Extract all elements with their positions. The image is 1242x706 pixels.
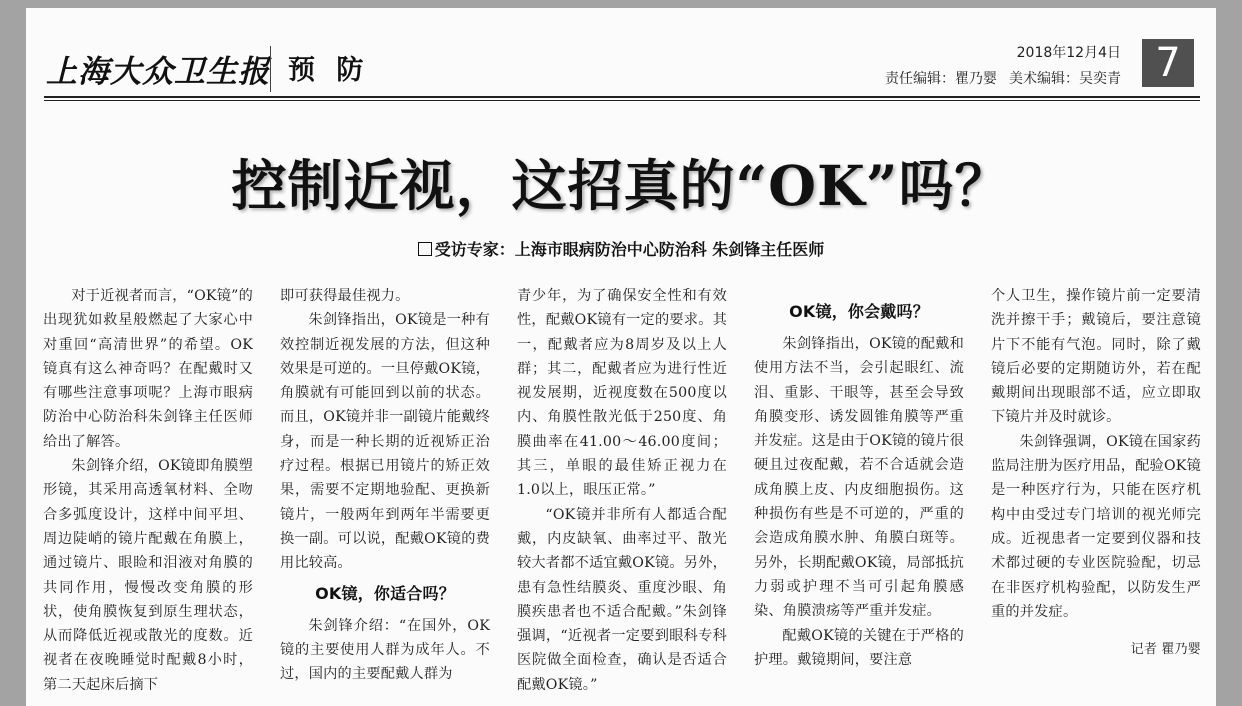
art-editor: 美术编辑：吴奕青 bbox=[1009, 71, 1121, 87]
page-number: 7 bbox=[1142, 39, 1194, 87]
paragraph: 青少年，为了确保安全性和有效性，配戴OK镜有一定的要求。其一，配戴者应为8周岁及以上人群；其二，配戴者应为进行性近视发展期，近视度数在500度以内、角膜性散光低于250度、角膜曲率在41.00～46.00度间；其三，单眼的最佳矫正视力在1.0以上，眼压正常。” bbox=[517, 288, 727, 499]
paragraph: 对于近视者而言，“OK镜”的出现犹如救星般燃起了大家心中对重回“高清世界”的希望。OK镜真有这么神奇吗？在配戴时又有哪些注意事项呢？上海市眼病防治中心防治科朱剑锋主任医师给出了解答。 bbox=[43, 288, 253, 450]
responsible-editor: 责任编辑：瞿乃婴 bbox=[885, 71, 997, 87]
section-title: 预 防 bbox=[288, 55, 370, 86]
paragraph: 朱剑锋指出，OK镜是一种有效控制近视发展的方法，但这种效果是可逆的。一旦停戴OK镜，角膜就有可能回到以前的状态。而且，OK镜并非一副镜片能戴终身，而是一种长期的近视矫正治疗过程。根据已用镜片的矫正效果，需要不定期地验配、更换新镜片，一般两年到两年半需要更换一副。可以说，配戴OK镜的费用比较高。 bbox=[280, 312, 490, 572]
paragraph: 朱剑锋介绍，OK镜即角膜塑形镜，其采用高透氧材料、全吻合多弧度设计，这样中间平坦、周边陡峭的镜片配戴在角膜上，通过镜片、眼睑和泪液对角膜的共同作用，慢慢改变角膜的形状，使角膜恢复到原生理状态，从而降低近视或散光的度数。近视者在夜晚睡觉时配戴8小时，第二天起床后摘下 bbox=[43, 458, 253, 693]
paragraph: “OK镜并非所有人都适合配戴，内皮缺氧、曲率过平、散光较大者都不适宜戴OK镜。另外，患有急性结膜炎、重度沙眼、角膜疾患者也不适合配戴。”朱剑锋强调，“近视者一定要到眼科专科医院做全面检查，确认是否适合配戴OK镜。” bbox=[517, 506, 727, 693]
paragraph: 朱剑锋介绍：“在国外，OK镜的主要使用人群为成年人。不过，国内的主要配戴人群为 bbox=[280, 617, 490, 683]
article-byline bbox=[26, 237, 1216, 260]
header-rule bbox=[44, 96, 1200, 98]
article-column-2 bbox=[280, 284, 490, 686]
paragraph: 配戴OK镜的关键在于严格的护理。戴镜期间，要注意 bbox=[754, 627, 964, 668]
article-column-4 bbox=[754, 284, 964, 672]
paragraph: 朱剑锋指出，OK镜的配戴和使用方法不当，会引起眼红、流泪、重影、干眼等，甚至会导致角膜变形、诱发圆锥角膜等严重并发症。这是由于OK镜的镜片很硬且过夜配戴，若不合适就会造成角膜上皮、内皮细胞损伤。这种损伤有些是不可逆的，严重的会造成角膜水肿、角膜白斑等。另外，长期配戴OK镜，局部抵抗力弱或护理不当可引起角膜感染、角膜溃疡等严重并发症。 bbox=[754, 336, 964, 620]
article-column-5 bbox=[991, 284, 1201, 662]
header-rule-thin bbox=[44, 100, 1200, 101]
article-headline: 控制近视，这招真的“OK”吗？ bbox=[231, 153, 1011, 218]
editor-credits bbox=[885, 68, 1121, 88]
article-column-1 bbox=[43, 284, 253, 697]
byline-text: 受访专家：上海市眼病防治中心防治科 朱剑锋主任医师 bbox=[434, 240, 825, 259]
paragraph: 个人卫生，操作镜片前一定要清洗并擦干手；戴镜后，要注意镜片下不能有气泡。同时，除了戴镜后必要的定期随访外，若在配戴期间出现眼部不适，应立即取下镜片并及时就诊。 bbox=[991, 288, 1201, 426]
paragraph: 朱剑锋强调，OK镜在国家药监局注册为医疗用品，配验OK镜是一种医疗行为，只能在医疗机构中由受过专门培训的视光师完成。近视患者一定要到仪器和技术都过硬的专业医院验配，切忌在非医疗机构验配，以防发生严重的并发症。 bbox=[991, 433, 1201, 620]
article-column-3 bbox=[517, 284, 727, 697]
newspaper-masthead: 上海大众卫生报 bbox=[46, 54, 270, 90]
subheading-wearing: OK镜，你会戴吗？ bbox=[789, 302, 929, 321]
masthead-divider bbox=[270, 46, 271, 92]
newspaper-page bbox=[26, 8, 1216, 706]
issue-date: 2018年12月4日 bbox=[1016, 45, 1121, 61]
reporter-credit: 记者 瞿乃婴 bbox=[1130, 642, 1201, 658]
subheading-suitability: OK镜，你适合吗？ bbox=[315, 583, 455, 603]
paragraph: 即可获得最佳视力。 bbox=[280, 288, 410, 304]
square-icon bbox=[418, 242, 432, 256]
